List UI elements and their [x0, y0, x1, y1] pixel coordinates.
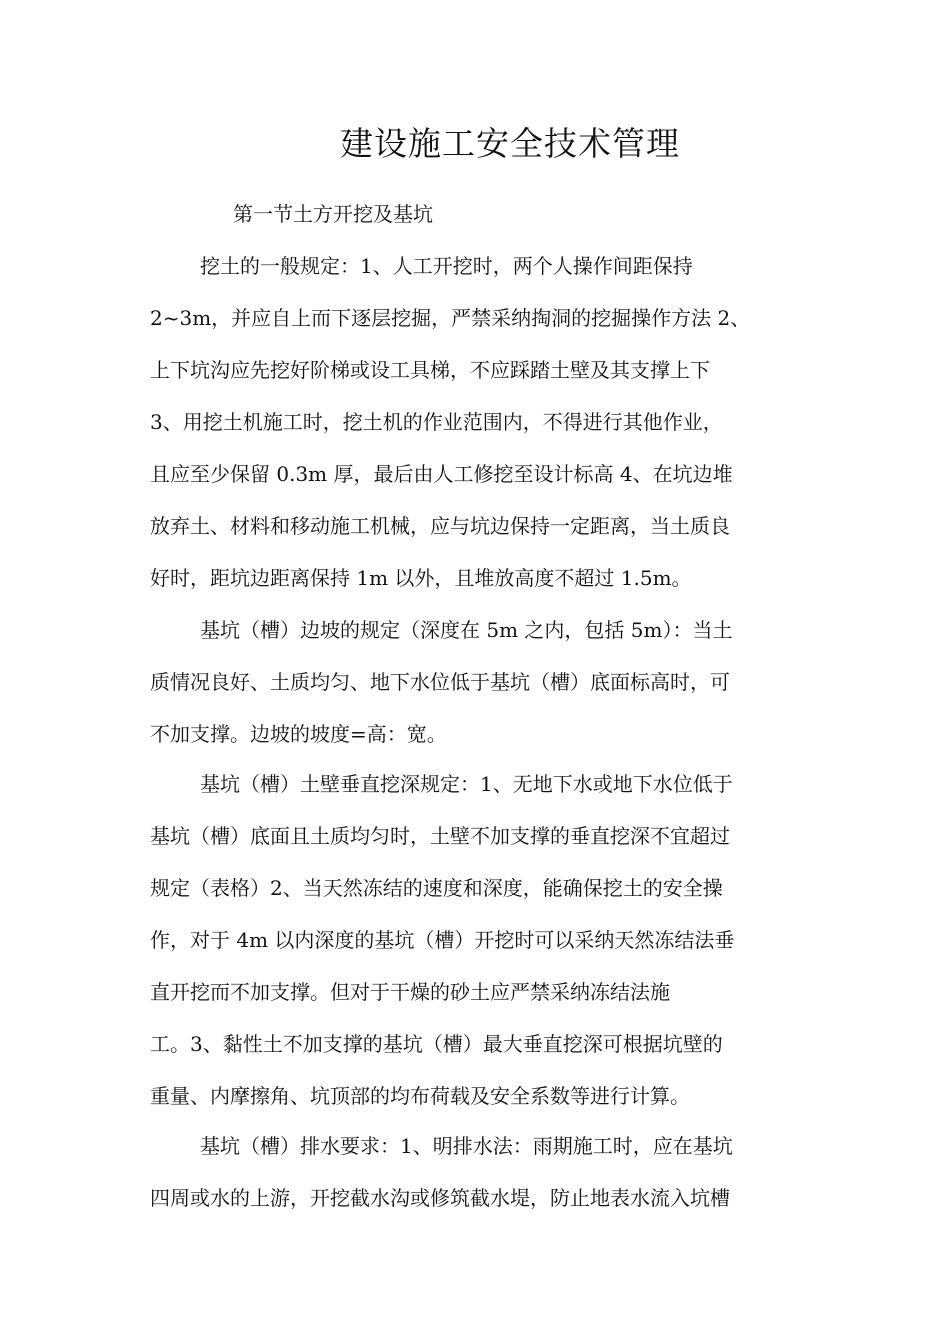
paragraph-line: 且应至少保留 0.3m 厚，最后由人工修挖至设计标高 4、在坑边堆 [150, 462, 733, 486]
paragraph-line: 基坑（槽）底面且土质均匀时，土壁不加支撑的垂直挖深不宜超过 [150, 824, 730, 848]
paragraph-line: 基坑（槽）排水要求：1、明排水法：雨期施工时，应在基坑 [200, 1134, 733, 1158]
paragraph-line: 上下坑沟应先挖好阶梯或设工具梯，不应踩踏土壁及其支撑上下 [150, 358, 710, 382]
document-title: 建设施工安全技术管理 [340, 124, 680, 163]
paragraph-line: 好时，距坑边距离保持 1m 以外，且堆放高度不超过 1.5m。 [150, 566, 692, 590]
paragraph-line: 质情况良好、土质均匀、地下水位低于基坑（槽）底面标高时，可 [150, 670, 730, 694]
paragraph-line: 作，对于 4m 以内深度的基坑（槽）开挖时可以采纳天然冻结法垂 [150, 928, 735, 952]
section-heading: 第一节土方开挖及基坑 [233, 202, 433, 226]
paragraph-line: 规定（表格）2、当天然冻结的速度和深度，能确保挖土的安全操 [150, 876, 723, 900]
paragraph-line: 基坑（槽）土壁垂直挖深规定：1、无地下水或地下水位低于 [200, 772, 733, 796]
paragraph-line: 基坑（槽）边坡的规定（深度在 5m 之内，包括 5m）：当土 [200, 618, 733, 642]
paragraph-line: 重量、内摩擦角、坑顶部的均布荷载及安全系数等进行计算。 [150, 1084, 690, 1108]
paragraph-line: 放弃土、材料和移动施工机械，应与坑边保持一定距离，当土质良 [150, 514, 730, 538]
paragraph-line: 直开挖而不加支撑。但对于干燥的砂土应严禁采纳冻结法施 [150, 980, 670, 1004]
paragraph-line: 工。3、黏性土不加支撑的基坑（槽）最大垂直挖深可根据坑壁的 [150, 1032, 723, 1056]
paragraph-line: 挖土的一般规定：1、人工开挖时，两个人操作间距保持 [200, 254, 693, 278]
paragraph-line: 3、用挖土机施工时，挖土机的作业范围内，不得进行其他作业， [150, 410, 723, 434]
paragraph-line: 四周或水的上游，开挖截水沟或修筑截水堤，防止地表水流入坑槽 [150, 1186, 730, 1210]
paragraph-line: 2~3m，并应自上而下逐层挖掘，严禁采纳掏洞的挖掘操作方法 2、 [150, 306, 751, 330]
paragraph-line: 不加支撑。边坡的坡度=高：宽。 [150, 722, 447, 746]
